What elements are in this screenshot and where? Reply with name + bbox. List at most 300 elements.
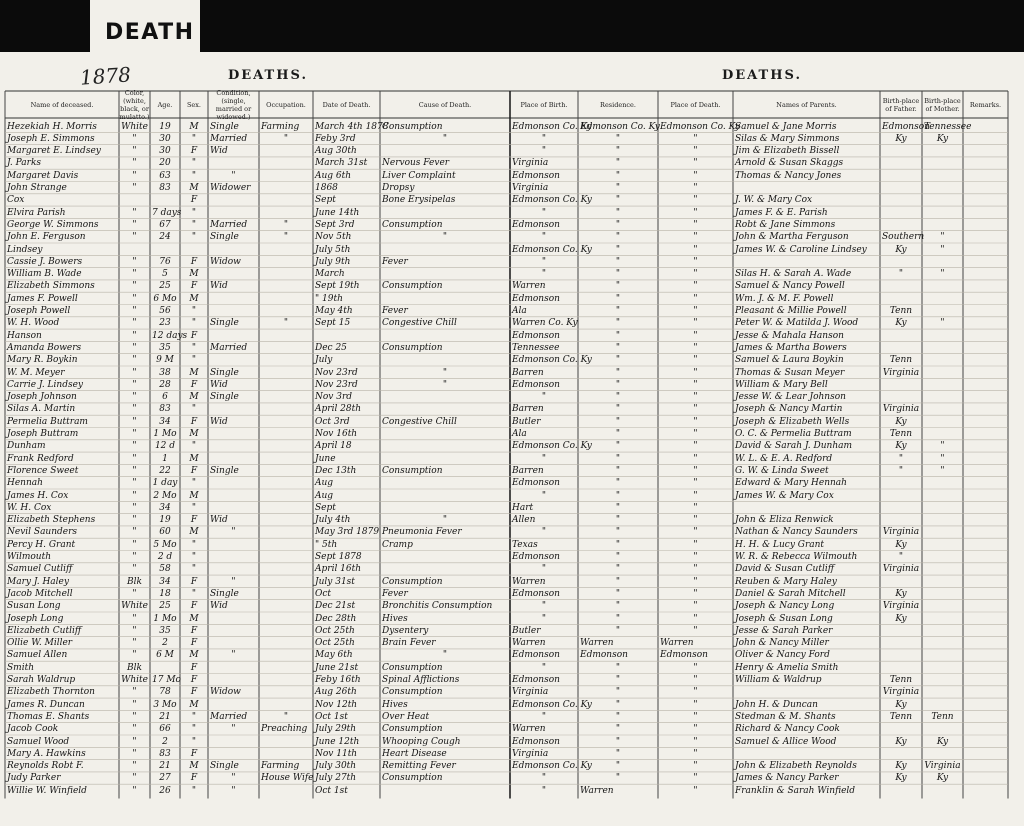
cell-father-birthplace: Ky: [895, 773, 907, 784]
cell-age: 1 day: [152, 478, 178, 489]
cell-sex: M: [189, 429, 199, 439]
cell-residence: ": [615, 158, 621, 169]
cell-age: 22: [159, 465, 171, 476]
cell-color: White: [121, 675, 148, 685]
cell-sex: F: [190, 465, 198, 476]
cell-age: 83: [159, 183, 171, 193]
cell-sex: ": [191, 306, 197, 316]
cell-name: William B. Wade: [7, 269, 82, 280]
cell-sex: M: [189, 613, 199, 624]
cell-parents: Joseph & Nancy Long: [735, 601, 835, 612]
cell-color: ": [132, 367, 137, 378]
cell-color: ": [132, 613, 137, 624]
cell-parents: Samuel & Allice Wood: [735, 736, 837, 747]
cell-name: Joseph Long: [7, 613, 64, 624]
cell-sex: F: [190, 687, 198, 698]
cell-date: Nov 12th: [315, 699, 358, 710]
cell-condition: Wid: [210, 416, 228, 427]
cell-condition: Married: [210, 342, 248, 353]
cell-color: ": [132, 158, 137, 169]
cell-age: 30: [159, 133, 171, 144]
cell-age: 34: [159, 502, 171, 513]
cell-condition: Wid: [210, 601, 228, 612]
cell-father-birthplace: Tenn: [889, 711, 913, 722]
cell-residence: ": [615, 318, 621, 329]
cell-father-birthplace: Ky: [895, 539, 907, 550]
cell-color: ": [132, 183, 137, 193]
cell-date: July 4th: [315, 515, 351, 526]
cell-condition: Married: [210, 133, 248, 144]
cell-date: Nov 11th: [315, 748, 358, 759]
cell-age: 2 d: [157, 552, 173, 562]
cell-parents: John & Nancy Miller: [735, 638, 829, 649]
cell-sex: M: [189, 761, 199, 772]
cell-sex: ": [191, 318, 197, 329]
cell-mother-birthplace: ": [940, 465, 945, 476]
cell-age: 17 Mo: [152, 675, 181, 685]
cell-birth-place: ": [541, 269, 547, 280]
cell-residence: ": [615, 478, 621, 489]
cell-parents: Samuel & Laura Boykin: [735, 355, 844, 366]
cell-sex: M: [189, 183, 199, 193]
cell-parents: Pleasant & Millie Powell: [735, 306, 847, 316]
cell-residence: ": [615, 613, 621, 624]
cell-residence: ": [615, 256, 621, 267]
cell-date: Aug 6th: [315, 170, 352, 181]
cell-date: Sept: [315, 502, 336, 513]
cell-color: ": [132, 416, 137, 427]
cell-name: Mary R. Boykin: [7, 355, 78, 366]
cell-condition: Married: [210, 219, 248, 230]
cell-name: John Strange: [7, 183, 67, 193]
cell-age: 56: [159, 306, 171, 316]
cell-residence: ": [615, 564, 621, 575]
cell-death-place: ": [693, 675, 698, 685]
cell-parents: Jesse & Mahala Hanson: [735, 330, 844, 341]
cell-residence: ": [615, 404, 621, 415]
cell-residence: ": [615, 146, 621, 157]
cell-mother-birthplace: Tennessee: [924, 121, 972, 132]
cell-sex: F: [190, 416, 198, 427]
cell-parents: Nathan & Nancy Saunders: [735, 527, 858, 538]
cell-birth-place: Texas: [512, 539, 538, 550]
cell-birth-place: Virginia: [512, 158, 549, 169]
cell-parents: William & Mary Bell: [735, 379, 828, 390]
cell-name: Jacob Mitchell: [7, 588, 73, 599]
cell-death-place: ": [693, 207, 698, 218]
cell-age: 3 Mo: [153, 699, 177, 710]
cell-condition: Single: [210, 367, 239, 378]
cell-name: James F. Powell: [7, 293, 78, 304]
cell-residence: ": [615, 736, 621, 747]
cell-sex: ": [191, 552, 197, 562]
cell-condition: Wid: [210, 146, 228, 157]
cell-mother-birthplace: ": [940, 453, 945, 464]
cell-sex: F: [190, 748, 198, 759]
cell-sex: M: [189, 293, 199, 304]
cell-mother-birthplace: ": [940, 232, 945, 243]
cell-sex: ": [191, 711, 197, 722]
cell-age: 12 d: [154, 441, 176, 452]
cell-date: April 18: [315, 441, 352, 452]
cell-death-place: ": [693, 170, 698, 181]
cell-cause: Nervous Fever: [382, 158, 450, 169]
cell-name: Thomas E. Shants: [7, 711, 90, 722]
cell-parents: Silas H. & Sarah A. Wade: [735, 269, 852, 280]
cell-sex: ": [191, 342, 197, 353]
cell-cause: Consumption: [382, 662, 443, 673]
cell-parents: Reuben & Mary Haley: [735, 576, 837, 587]
cell-birth-place: ": [541, 490, 547, 501]
cell-color: ": [132, 392, 137, 403]
cell-father-birthplace: Tenn: [889, 306, 913, 316]
cell-date: Nov 3rd: [315, 392, 353, 403]
cell-date: Oct 3rd: [315, 416, 350, 427]
cell-date: Sept: [315, 195, 336, 206]
cell-birth-place: Edmonson: [512, 219, 560, 230]
cell-residence: ": [615, 515, 621, 526]
cell-residence: ": [615, 219, 621, 230]
cell-residence: ": [615, 183, 621, 193]
cell-date: Nov 5th: [315, 232, 352, 243]
cell-sex: F: [190, 576, 198, 587]
cell-birth-place: ": [541, 785, 547, 796]
cell-color: ": [132, 552, 137, 562]
cell-color: ": [132, 318, 137, 329]
cell-birth-place: ": [541, 392, 547, 403]
cell-birth-place: ": [541, 527, 547, 538]
cell-mother-birthplace: ": [940, 269, 945, 280]
cell-residence: ": [615, 527, 621, 538]
cell-cause: Consumption: [382, 576, 443, 587]
cell-death-place: ": [693, 527, 698, 538]
cell-death-place: ": [693, 748, 698, 759]
cell-color: ": [132, 281, 137, 292]
cell-death-place: ": [693, 441, 698, 452]
cell-sex: ": [191, 502, 197, 513]
cell-cause: Consumption: [382, 724, 443, 735]
cell-birth-place: ": [541, 613, 547, 624]
cell-name: John E. Ferguson: [7, 232, 86, 243]
cell-cause: ": [442, 232, 448, 243]
cell-age: 1 Mo: [153, 613, 177, 624]
cell-residence: ": [615, 675, 621, 685]
cell-color: ": [132, 724, 137, 735]
cell-parents: Arnold & Susan Skaggs: [735, 158, 844, 169]
cell-age: 2: [162, 736, 168, 747]
cell-color: ": [132, 638, 137, 649]
cell-date: Feby 16th: [315, 675, 361, 685]
cell-name: Joseph Johnson: [7, 392, 77, 403]
cell-cause: Fever: [382, 306, 408, 316]
cell-residence: ": [615, 416, 621, 427]
cell-age: 5: [162, 269, 168, 280]
cell-name: J. Parks: [7, 158, 42, 169]
cell-mother-birthplace: ": [940, 441, 945, 452]
cell-date: April 28th: [315, 404, 362, 415]
cell-death-place: ": [693, 724, 698, 735]
cell-name: Elvira Parish: [7, 207, 66, 218]
cell-date: July 31st: [315, 576, 355, 587]
cell-death-place: ": [693, 453, 698, 464]
cell-birth-place: ": [541, 453, 547, 464]
cell-death-place: ": [693, 379, 698, 390]
column-header-residence: Residence.: [600, 101, 636, 109]
cell-date: March: [315, 269, 345, 280]
cell-cause: ": [442, 650, 448, 661]
cell-occupation: House Wife: [261, 773, 314, 784]
cell-residence: ": [615, 330, 621, 341]
cell-cause: ": [442, 515, 448, 526]
cell-age: 6 M: [156, 650, 174, 661]
cell-occupation: Preaching: [261, 724, 308, 735]
cell-condition: Widow: [210, 687, 241, 698]
cell-residence: ": [615, 342, 621, 353]
cell-name: Elizabeth Cutliff: [7, 625, 82, 636]
cell-condition: Widow: [210, 256, 241, 267]
page-title: DEATH: [105, 20, 195, 45]
cell-father-birthplace: Ky: [895, 244, 907, 255]
cell-age: 21: [159, 711, 171, 722]
cell-age: 30: [159, 146, 171, 157]
cell-death-place: ": [693, 219, 698, 230]
cell-parents: W. L. & E. A. Redford: [735, 453, 833, 464]
cell-name: Cassie J. Bowers: [7, 256, 83, 267]
cell-name: W. H. Wood: [7, 318, 60, 329]
cell-date: Dec 13th: [315, 465, 357, 476]
cell-parents: James W. & Caroline Lindsey: [735, 244, 867, 255]
cell-birth-place: Edmonson Co. Ky: [512, 355, 592, 366]
cell-name: Cox: [7, 195, 25, 206]
cell-age: 66: [159, 724, 171, 735]
cell-death-place: ": [693, 355, 698, 366]
cell-name: Susan Long: [7, 601, 61, 612]
cell-condition: Wid: [210, 515, 228, 526]
cell-father-birthplace: ": [898, 552, 904, 562]
column-header-condition: Condition, (single, married or widowed.): [215, 89, 252, 121]
cell-age: 34: [159, 416, 171, 427]
cell-color: ": [132, 306, 137, 316]
cell-date: July 29th: [315, 724, 357, 735]
cell-date: April 16th: [315, 564, 362, 575]
cell-date: Dec 21st: [315, 601, 356, 612]
cell-age: 2: [162, 638, 168, 649]
cell-age: 6: [162, 392, 168, 403]
cell-residence: ": [615, 441, 621, 452]
cell-condition: Wid: [210, 379, 228, 390]
cell-age: 5 Mo: [153, 539, 177, 550]
cell-residence: ": [615, 711, 621, 722]
cell-sex: M: [189, 121, 199, 132]
cell-date: May 4th: [315, 306, 353, 316]
cell-birth-place: Virginia: [512, 687, 549, 698]
cell-death-place: ": [693, 687, 698, 698]
cell-death-place: ": [693, 293, 698, 304]
cell-residence: Edmonson: [580, 650, 628, 661]
cell-father-birthplace: Ky: [895, 133, 907, 144]
cell-father-birthplace: Virginia: [882, 404, 920, 415]
cell-residence: Edmonson Co. Ky: [580, 121, 660, 132]
cell-mother-birthplace: Virginia: [924, 761, 961, 772]
cell-residence: ": [615, 724, 621, 735]
cell-color: ": [132, 515, 137, 526]
cell-residence: ": [615, 293, 621, 304]
cell-birth-place: ": [541, 232, 547, 243]
cell-name: James H. Cox: [7, 490, 69, 501]
cell-color: ": [132, 785, 137, 796]
cell-death-place: Edmonson: [660, 650, 708, 661]
cell-birth-place: Edmonson: [512, 170, 560, 181]
cell-color: ": [132, 748, 137, 759]
cell-death-place: ": [693, 502, 698, 513]
cell-birth-place: Edmonson: [512, 379, 560, 390]
cell-residence: ": [615, 355, 621, 366]
cell-death-place: ": [693, 736, 698, 747]
cell-age: 25: [159, 601, 171, 612]
cell-birth-place: Edmonson: [512, 588, 560, 599]
cell-sex: ": [191, 170, 197, 181]
cell-death-place: ": [693, 761, 698, 772]
cell-name: Carrie J. Lindsey: [7, 379, 83, 390]
cell-father-birthplace: Virginia: [882, 527, 920, 538]
cell-parents: John & Elizabeth Reynolds: [735, 761, 857, 772]
cell-cause: Brain Fever: [382, 638, 436, 649]
cell-name: Wilmouth: [7, 552, 52, 562]
cell-sex: M: [189, 699, 199, 710]
cell-parents: Peter W. & Matilda J. Wood: [735, 318, 859, 329]
cell-death-place: ": [693, 392, 698, 403]
cell-death-place: ": [693, 330, 698, 341]
cell-birth-place: Barren: [512, 465, 544, 476]
cell-father-birthplace: Tenn: [889, 675, 913, 685]
cell-death-place: ": [693, 515, 698, 526]
cell-color: ": [132, 527, 137, 538]
cell-name: Mary A. Hawkins: [7, 748, 86, 759]
cell-parents: Franklin & Sarah Winfield: [735, 785, 856, 796]
cell-date: " 19th: [315, 293, 343, 304]
cell-birth-place: Edmonson: [512, 552, 560, 562]
cell-condition: ": [231, 785, 236, 796]
cell-parents: Oliver & Nancy Ford: [735, 650, 830, 661]
cell-age: 27: [159, 773, 171, 784]
cell-cause: Dropsy: [382, 183, 415, 193]
cell-residence: ": [615, 244, 621, 255]
cell-birth-place: Edmonson: [512, 293, 560, 304]
cell-birth-place: Edmonson Co. Ky: [512, 195, 592, 206]
cell-death-place: ": [693, 146, 698, 157]
cell-father-birthplace: Southern: [882, 232, 925, 243]
cell-death-place: ": [693, 158, 698, 169]
cell-age: 6 Mo: [153, 293, 177, 304]
cell-color: Blk: [127, 576, 142, 587]
cell-birth-place: ": [541, 564, 547, 575]
cell-sex: ": [191, 404, 197, 415]
cell-birth-place: Warren: [512, 638, 546, 649]
cell-father-birthplace: Ky: [895, 736, 907, 747]
cell-cause: Consumption: [382, 121, 443, 132]
cell-sex: F: [190, 379, 198, 390]
cell-residence: ": [615, 748, 621, 759]
cell-condition: Single: [210, 121, 239, 132]
cell-parents: Richard & Nancy Cook: [735, 724, 840, 735]
cell-birth-place: Butler: [512, 416, 541, 427]
cell-condition: Single: [210, 392, 239, 403]
cell-parents: John H. & Duncan: [735, 699, 818, 710]
cell-mother-birthplace: Ky: [936, 736, 949, 747]
cell-parents: O. C. & Permelia Buttram: [735, 429, 852, 439]
cell-residence: Warren: [580, 785, 614, 796]
cell-death-place: ": [693, 478, 698, 489]
cell-death-place: ": [693, 662, 698, 673]
cell-age: 34: [159, 576, 171, 587]
cell-parents: Daniel & Sarah Mitchell: [735, 588, 846, 599]
cell-sex: ": [191, 724, 197, 735]
cell-name: Hanson: [7, 330, 42, 341]
cell-birth-place: Edmonson: [512, 736, 560, 747]
cell-birth-place: Edmonson Co. Ky: [512, 761, 592, 772]
cell-residence: ": [615, 306, 621, 316]
cell-condition: Single: [210, 465, 239, 476]
cell-cause: Hives: [382, 699, 408, 710]
cell-condition: ": [231, 576, 236, 587]
cell-father-birthplace: ": [898, 269, 904, 280]
cell-condition: ": [231, 170, 236, 181]
column-header-color: Color, (white, black, or mulatto.): [119, 89, 150, 121]
cell-sex: M: [189, 527, 199, 538]
cell-cause: Fever: [382, 256, 408, 267]
cell-death-place: ": [693, 465, 698, 476]
cell-sex: M: [189, 392, 199, 403]
cell-birth-place: Edmonson Co. Ky: [512, 441, 592, 452]
cell-color: ": [132, 330, 137, 341]
cell-sex: ": [191, 478, 197, 489]
column-header-sex: Sex.: [186, 101, 202, 109]
cell-name: Hennah: [7, 478, 43, 489]
cell-death-place: ": [693, 256, 698, 267]
cell-age: 7 days: [152, 207, 182, 218]
cell-age: 21: [159, 761, 171, 772]
cell-residence: ": [615, 453, 621, 464]
cell-condition: ": [231, 773, 236, 784]
cell-date: Nov 23rd: [315, 379, 358, 390]
cell-parents: James & Nancy Parker: [735, 773, 839, 784]
cell-residence: ": [615, 207, 621, 218]
cell-date: Dec 28th: [315, 613, 357, 624]
cell-date: Aug: [315, 478, 334, 489]
cell-name: Elizabeth Simmons: [7, 281, 95, 292]
cell-color: ": [132, 699, 137, 710]
cell-color: ": [132, 564, 137, 575]
cell-birth-place: Edmonson Co. Ky: [512, 121, 592, 132]
cell-birth-place: Warren: [512, 281, 546, 292]
cell-death-place: ": [693, 588, 698, 599]
cell-name: Willie W. Winfield: [7, 785, 87, 796]
cell-death-place: ": [693, 625, 698, 636]
cell-birth-place: ": [541, 133, 547, 144]
cell-color: White: [121, 601, 148, 612]
cell-date: Sept 3rd: [315, 219, 355, 230]
cell-name: Elizabeth Stephens: [7, 515, 96, 526]
cell-parents: Thomas & Nancy Jones: [735, 170, 842, 181]
cell-birth-place: Edmonson: [512, 478, 560, 489]
cell-death-place: ": [693, 269, 698, 280]
cell-color: ": [132, 625, 137, 636]
cell-age: 1 Mo: [153, 429, 177, 439]
cell-sex: F: [190, 638, 198, 649]
cell-age: 83: [159, 748, 171, 759]
cell-father-birthplace: Ky: [895, 441, 907, 452]
cell-sex: M: [189, 269, 199, 280]
